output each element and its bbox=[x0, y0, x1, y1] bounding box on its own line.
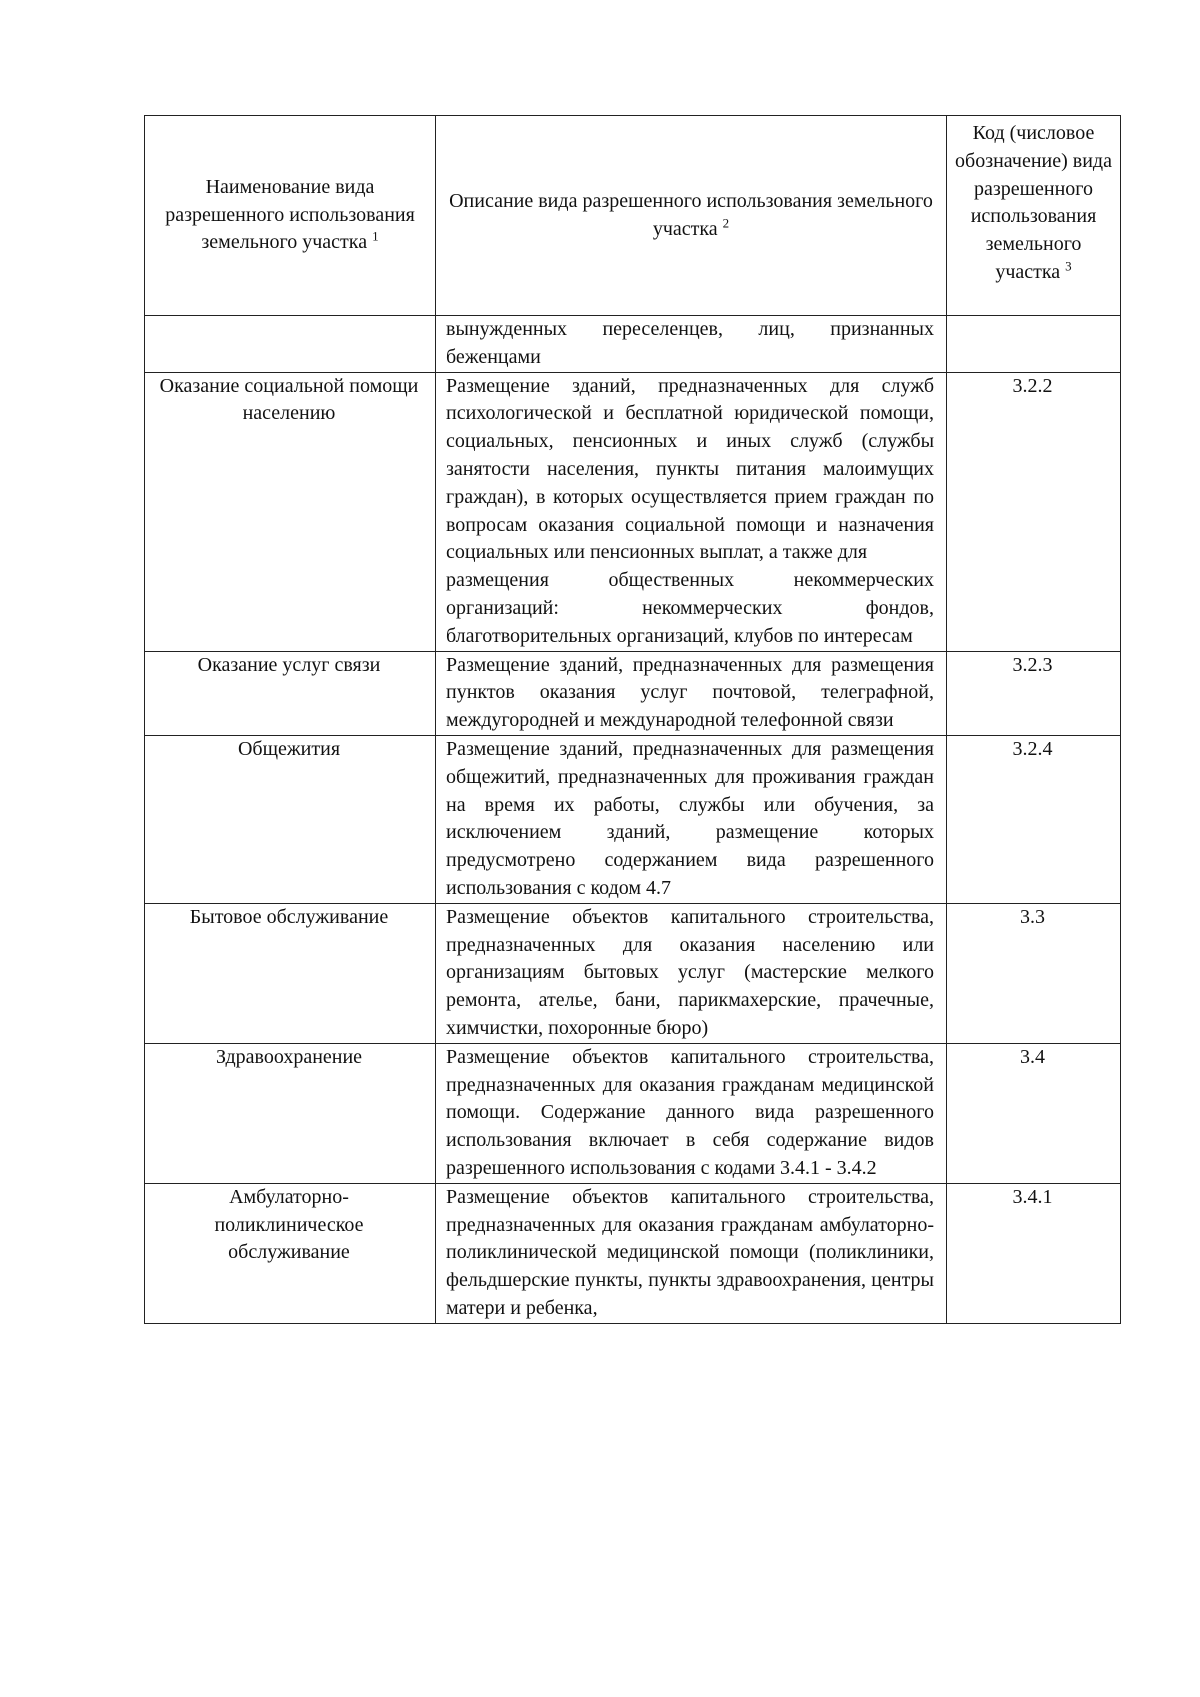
row-description-part: размещения общественных некоммерческих организаций: некоммерческих фондов, благотворительных организаций, клубов по интересам bbox=[446, 569, 934, 647]
row-description: Размещение объектов капитального строительства, предназначенных для оказания гражданам медицинской помощи. Содержание данного вида разрешенного использования включает в себя содержание видов разрешенного использования с кодами 3.4.1 - 3.4.2 bbox=[436, 1043, 947, 1183]
table-row bbox=[145, 903, 1121, 1043]
table-header-row bbox=[145, 116, 1121, 316]
table-row bbox=[145, 1183, 1121, 1323]
land-use-table bbox=[144, 115, 1121, 1324]
row-description: вынужденных переселенцев, лиц, признанных беженцами bbox=[436, 316, 947, 373]
row-description: Размещение объектов капитального строительства, предназначенных для оказания населению или организациям бытовых услуг (мастерские мелкого ремонта, ателье, бани, парикмахерские, прачечные, химчистки, похоронные бюро) bbox=[436, 903, 947, 1043]
table-row bbox=[145, 651, 1121, 735]
row-name: Оказание услуг связи bbox=[145, 651, 436, 735]
row-description bbox=[436, 372, 947, 651]
row-description: Размещение объектов капитального строительства, предназначенных для оказания гражданам амбулаторно-поликлинической медицинской помощи (поликлиники, фельдшерские пункты, пункты здравоохранения, центры матери и ребенка, bbox=[436, 1183, 947, 1323]
row-code: 3.3 bbox=[947, 903, 1121, 1043]
row-description: Размещение зданий, предназначенных для размещения пунктов оказания услуг почтовой, телеграфной, междугородней и международной телефонной связи bbox=[436, 651, 947, 735]
table-row bbox=[145, 316, 1121, 373]
header-description-text: Описание вида разрешенного использования земельного участка bbox=[449, 189, 933, 240]
row-name: Амбулаторно-поликлиническое обслуживание bbox=[145, 1183, 436, 1323]
row-code: 3.4.1 bbox=[947, 1183, 1121, 1323]
header-name bbox=[145, 116, 436, 316]
row-name: Бытовое обслуживание bbox=[145, 903, 436, 1043]
row-code bbox=[947, 316, 1121, 373]
row-code: 3.2.3 bbox=[947, 651, 1121, 735]
header-code-text: Код (числовое обозначение) вида разрешенного использования земельного участка bbox=[955, 122, 1112, 283]
header-description-footnote: 2 bbox=[722, 214, 730, 230]
header-description bbox=[436, 116, 947, 316]
table-row bbox=[145, 1043, 1121, 1183]
row-code: 3.2.2 bbox=[947, 372, 1121, 651]
row-code: 3.4 bbox=[947, 1043, 1121, 1183]
row-description: Размещение зданий, предназначенных для размещения общежитий, предназначенных для проживания граждан на время их работы, службы или обучения, за исключением зданий, размещение которых предусмотрено содержанием вида разрешенного использования с кодом 4.7 bbox=[436, 735, 947, 903]
row-name bbox=[145, 316, 436, 373]
header-name-footnote: 1 bbox=[372, 228, 379, 244]
table-row bbox=[145, 372, 1121, 651]
table-row bbox=[145, 735, 1121, 903]
row-description-part: Размещение зданий, предназначенных для служб психологической и бесплатной юридической помощи, социальных, пенсионных и иных служб (службы занятости населения, пункты питания малоимущих граждан), в которых осуществляется прием граждан по вопросам оказания социальной помощи и назначения социальных или пенсионных выплат, а также для bbox=[446, 374, 934, 564]
row-code: 3.2.4 bbox=[947, 735, 1121, 903]
header-code-footnote: 3 bbox=[1065, 258, 1072, 274]
header-code bbox=[947, 116, 1121, 316]
row-name: Здравоохранение bbox=[145, 1043, 436, 1183]
row-name: Оказание социальной помощи населению bbox=[145, 372, 436, 651]
header-name-text: Наименование вида разрешенного использования земельного участка bbox=[165, 175, 415, 254]
row-name: Общежития bbox=[145, 735, 436, 903]
